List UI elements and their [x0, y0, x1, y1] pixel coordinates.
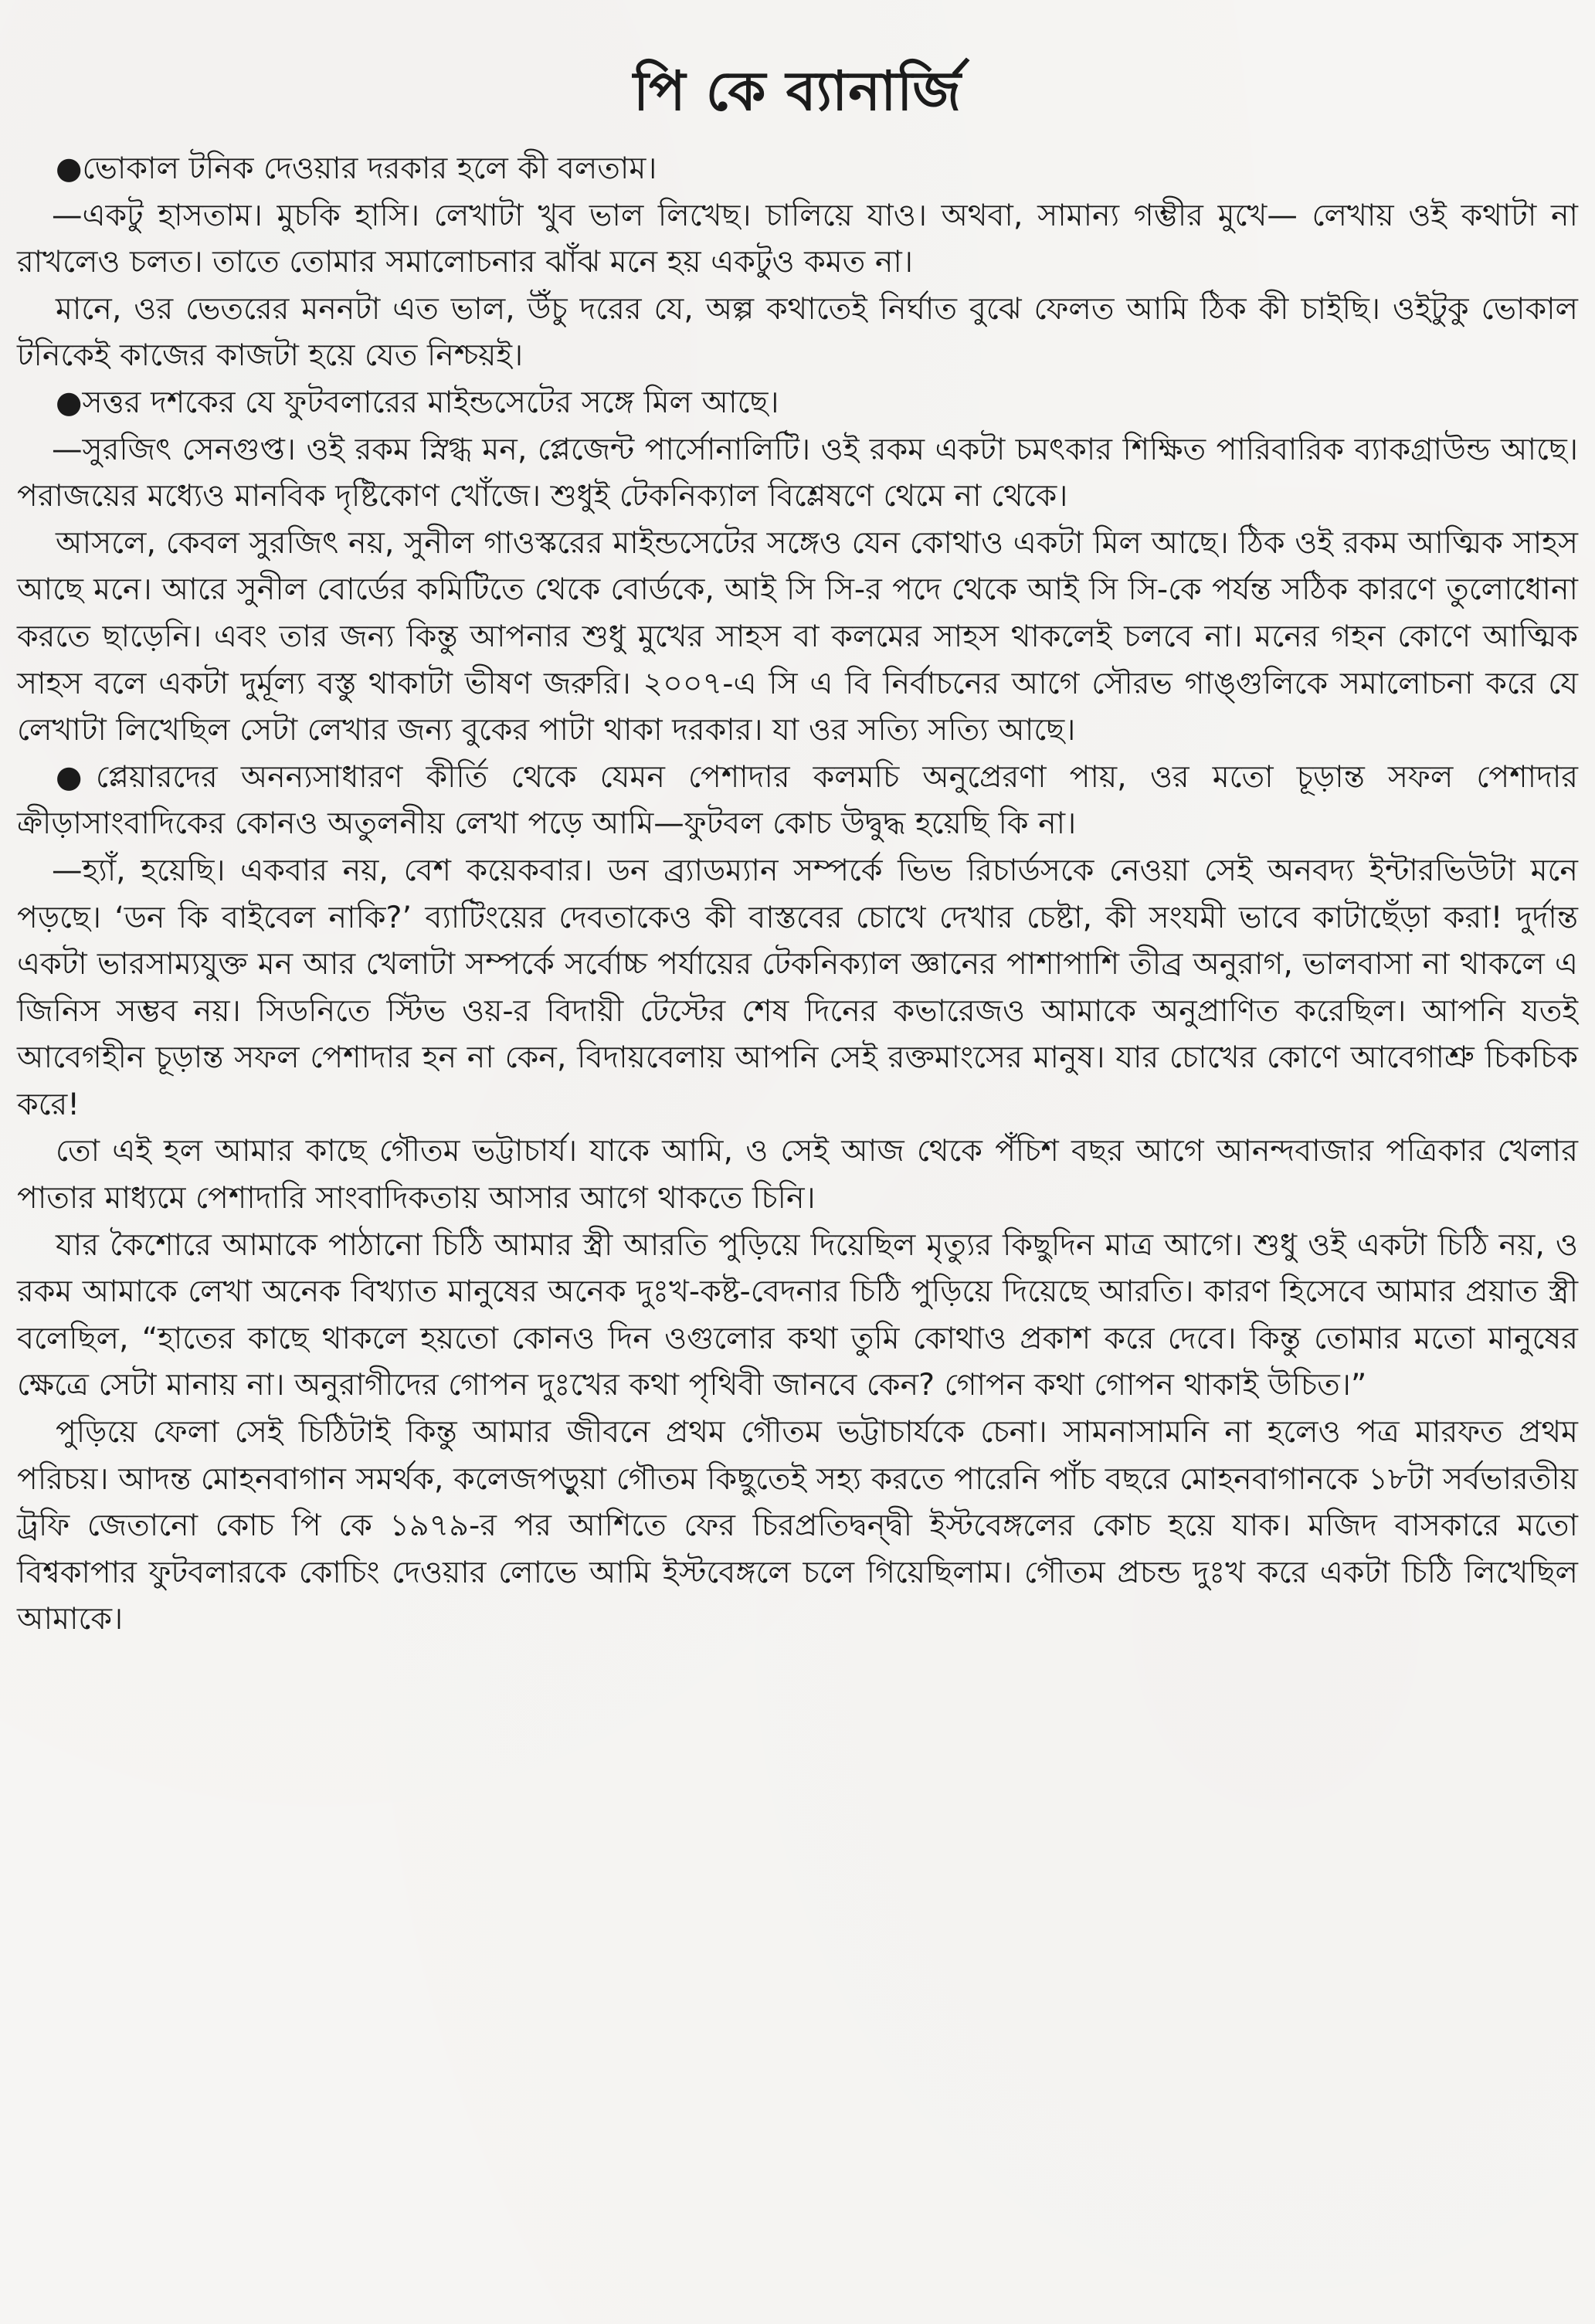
- paragraph-3: মানে, ওর ভেতরের মননটা এত ভাল, উঁচু দরের যে, অল্প কথাতেই নির্ঘাত বুঝে ফেলত আমি ঠিক কী চাইছি। ওইটুকু ভোকাল টনিকেই কাজের কাজটা হয়ে যেত নিশ্চয়ই।: [17, 290, 1578, 374]
- paragraph-9: তো এই হল আমার কাছে গৌতম ভট্টাচার্য। যাকে আমি, ও সেই আজ থেকে পঁচিশ বছর আগে আনন্দবাজার পত্রিকার খেলার পাতার মাধ্যমে পেশাদারি সাংবাদিকতায় আসার আগে থাকতে চিনি।: [17, 1133, 1578, 1216]
- paragraph-8: —হ্যাঁ, হয়েছি। একবার নয়, বেশ কয়েকবার। ডন ব্র্যাডম্যান সম্পর্কে ভিভ রিচার্ডসকে নেওয়া সেই অনবদ্য ইন্টারভিউটা মনে পড়ছে। ‘ডন কি বাইবেল নাকি?’ ব্যাটিংয়ের দেবতাকেও কী বাস্তবের চোখে দেখার চেষ্টা, কী সংযমী ভাবে কাটাছেঁড়া করা! দুর্দান্ত একটা ভারসাম্যযুক্ত মন আর খেলাটা সম্পর্কে সর্বোচ্চ পর্যায়ের টেকনিক্যাল জ্ঞানের পাশাপাশি তীব্র অনুরাগ, ভালবাসা না থাকলে এ জিনিস সম্ভব নয়। সিডনিতে স্টিভ ওয়-র বিদায়ী টেস্টের শেষ দিনের কভারেজও আমাকে অনুপ্রাণিত করেছিল। আপনি যতই আবেগহীন চূড়ান্ত সফল পেশাদার হন না কেন, বিদায়বেলায় আপনি সেই রক্তমাংসের মানুষ। যার চোখের কোণে আবেগাশ্রু চিকচিক করে!: [17, 852, 1578, 1122]
- paragraph-7: ●প্লেয়ারদের অনন্যসাধারণ কীর্তি থেকে যেমন পেশাদার কলমচি অনুপ্রেরণা পায়, ওর মতো চূড়ান্ত সফল পেশাদার ক্রীড়াসাংবাদিকের কোনও অতুলনীয় লেখা পড়ে আমি—ফুটবল কোচ উদ্বুদ্ধ হয়েছি কি না।: [17, 758, 1578, 842]
- paragraph-4: ●সত্তর দশকের যে ফুটবলারের মাইন্ডসেটের সঙ্গে মিল আছে।: [56, 384, 779, 420]
- page-title: পি কে ব্যানার্জি: [633, 59, 962, 123]
- paragraph-5: —সুরজিৎ সেনগুপ্ত। ওই রকম স্নিগ্ধ মন, প্লেজেন্ট পার্সোনালিটি। ওই রকম একটা চমৎকার শিক্ষিত পারিবারিক ব্যাকগ্রাউন্ড আছে। পরাজয়ের মধ্যেও মানবিক দৃষ্টিকোণ খোঁজে। শুধুই টেকনিক্যাল বিশ্লেষণে থেমে না থেকে।: [17, 431, 1578, 514]
- paragraph-6: আসলে, কেবল সুরজিৎ নয়, সুনীল গাওস্করের মাইন্ডসেটের সঙ্গেও যেন কোথাও একটা মিল আছে। ঠিক ওই রকম আত্মিক সাহস আছে মনে। আরে সুনীল বোর্ডের কমিটিতে থেকে বোর্ডকে, আই সি সি-র পদে থেকে আই সি সি-কে পর্যন্ত সঠিক কারণে তুলোধোনা করতে ছাড়েনি। এবং তার জন্য কিন্তু আপনার শুধু মুখের সাহস বা কলমের সাহস থাকলেই চলবে না। মনের গহন কোণে আত্মিক সাহস বলে একটা দুর্মূল্য বস্তু থাকাটা ভীষণ জরুরি। ২০০৭-এ সি এ বি নির্বাচনের আগে সৌরভ গাঙ্গুলিকে সমালোচনা করে যে লেখাটা লিখেছিল সেটা লেখার জন্য বুকের পাটা থাকা দরকার। যা ওর সত্যি সত্যি আছে।: [17, 524, 1578, 748]
- paragraph-11: পুড়িয়ে ফেলা সেই চিঠিটাই কিন্তু আমার জীবনে প্রথম গৌতম ভট্টাচার্যকে চেনা। সামনাসামনি না হলেও পত্র মারফত প্রথম পরিচয়। আদন্ত মোহনবাগান সমর্থক, কলেজপড়ুয়া গৌতম কিছুতেই সহ্য করতে পারেনি পাঁচ বছরে মোহনবাগানকে ১৮টা সর্বভারতীয় ট্রফি জেতানো কোচ পি কে ১৯৭৯-র পর আশিতে ফের চিরপ্রতিদ্বন্দ্বী ইস্টবেঙ্গলের কোচ হয়ে যাক। মজিদ বাসকারে মতো বিশ্বকাপার ফুটবলারকে কোচিং দেওয়ার লোভে আমি ইস্টবেঙ্গলে চলে গিয়েছিলাম। গৌতম প্রচন্ড দুঃখ করে একটা চিঠি লিখেছিল আমাকে।: [17, 1414, 1578, 1637]
- paragraph-2: —একটু হাসতাম। মুচকি হাসি। লেখাটা খুব ভাল লিখেছ। চালিয়ে যাও। অথবা, সামান্য গম্ভীর মুখে— লেখায় ওই কথাটা না রাখলেও চলত। তাতে তোমার সমালোচনার ঝাঁঝ মনে হয় একটুও কমত না।: [17, 197, 1578, 280]
- paragraph-10: যার কৈশোরে আমাকে পাঠানো চিঠি আমার স্ত্রী আরতি পুড়িয়ে দিয়েছিল মৃত্যুর কিছুদিন মাত্র আগে। শুধু ওই একটা চিঠি নয়, ও রকম আমাকে লেখা অনেক বিখ্যাত মানুষের অনেক দুঃখ-কষ্ট-বেদনার চিঠি পুড়িয়ে দিয়েছে আরতি। কারণ হিসেবে আমার প্রয়াত স্ত্রী বলেছিল, “হাতের কাছে থাকলে হয়তো কোনও দিন ওগুলোর কথা তুমি কোথাও প্রকাশ করে দেবে। কিন্তু তোমার মতো মানুষের ক্ষেত্রে সেটা মানায় না। অনুরাগীদের গোপন দুঃখের কথা পৃথিবী জানবে কেন? গোপন কথা গোপন থাকাই উচিত।”: [17, 1226, 1578, 1403]
- paragraph-1: ●ভোকাল টনিক দেওয়ার দরকার হলে কী বলতাম।: [56, 151, 657, 186]
- page-body: [17, 145, 1578, 1643]
